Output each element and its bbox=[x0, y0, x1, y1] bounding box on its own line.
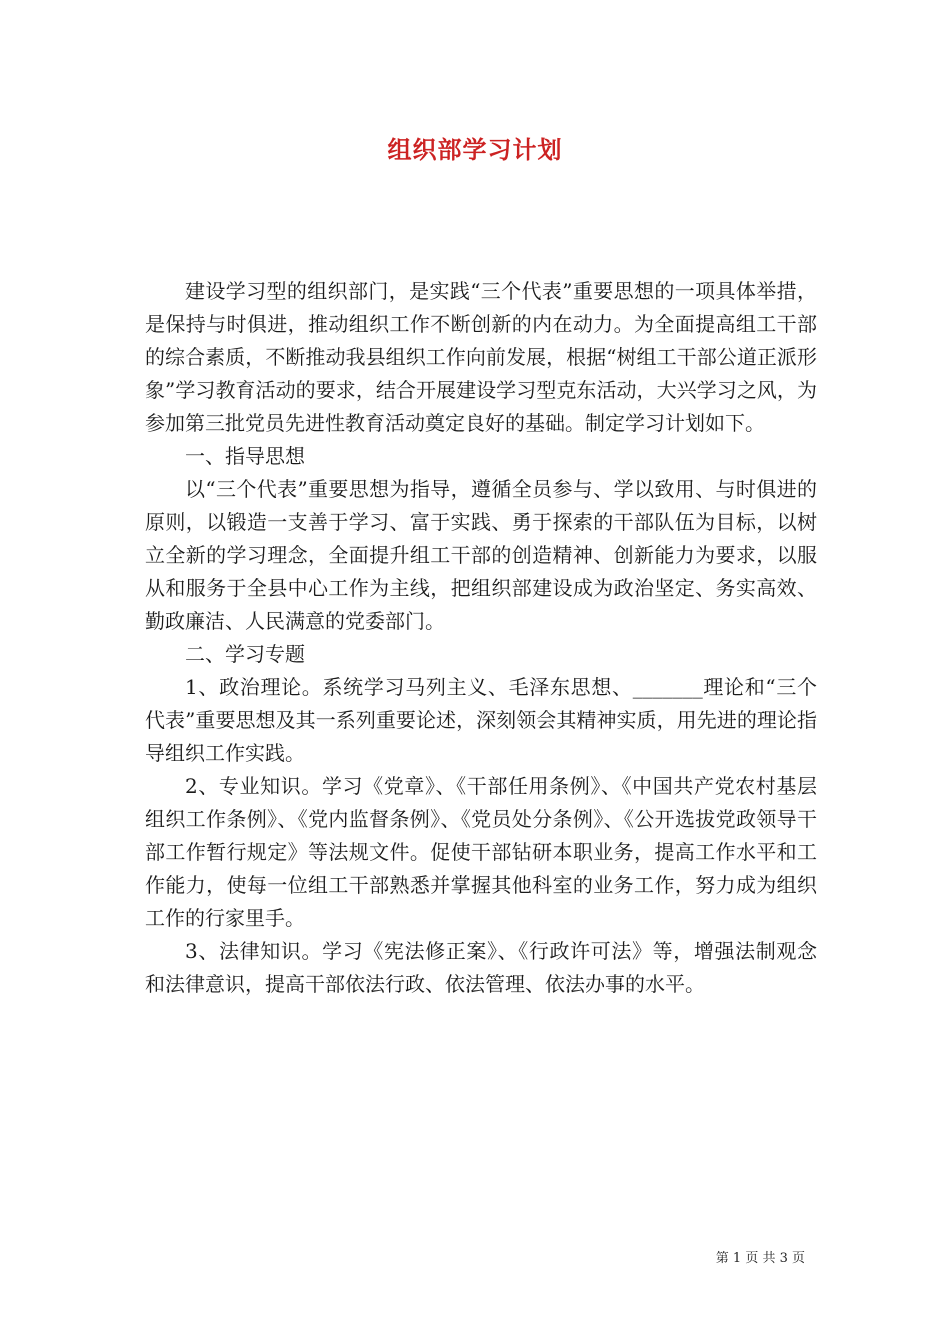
document-body bbox=[145, 275, 817, 1001]
document-title: 组织部学习计划 bbox=[387, 135, 563, 164]
section-heading-study-topics: 二、学习专题 bbox=[185, 642, 305, 666]
paragraph-legal-knowledge: 3、法律知识。学习《宪法修正案》、《行政许可法》等，增强法制观念和法律意识，提高干部依法行政、依法管理、依法办事的水平。 bbox=[145, 939, 817, 996]
paragraph-professional-knowledge: 2、专业知识。学习《党章》、《干部任用条例》、《中国共产党农村基层组织工作条例》、《党内监督条例》、《党员处分条例》、《公开选拔党政领导干部工作暂行规定》等法规文件。促使干部钻研本职业务，提高工作水平和工作能力，使每一位组工干部熟悉并掌握其他科室的业务工作，努力成为组织工作的行家里手。 bbox=[145, 774, 817, 930]
page-number: 第 1 页 共 3 页 bbox=[715, 1251, 805, 1266]
paragraph-guiding-thought: 以“三个代表”重要思想为指导，遵循全员参与、学以致用、与时俱进的原则，以锻造一支善于学习、富于实践、勇于探索的干部队伍为目标，以树立全新的学习理念，全面提升组工干部的创造精神、创新能力为要求，以服从和服务于全县中心工作为主线，把组织部建设成为政治坚定、务实高效、勤政廉洁、人民满意的党委部门。 bbox=[145, 477, 817, 633]
paragraph-intro: 建设学习型的组织部门，是实践“三个代表”重要思想的一项具体举措，是保持与时俱进，推动组织工作不断创新的内在动力。为全面提高组工干部的综合素质，不断推动我县组织工作向前发展，根据“树组工干部公道正派形象”学习教育活动的要求，结合开展建设学习型克东活动，大兴学习之风，为参加第三批党员先进性教育活动奠定良好的基础。制定学习计划如下。 bbox=[145, 279, 817, 435]
section-heading-guiding-thought: 一、指导思想 bbox=[185, 444, 305, 468]
paragraph-political-theory: 1、政治理论。系统学习马列主义、毛泽东思想、_______理论和“三个代表”重要思想及其一系列重要论述，深刻领会其精神实质，用先进的理论指导组织工作实践。 bbox=[145, 675, 817, 765]
